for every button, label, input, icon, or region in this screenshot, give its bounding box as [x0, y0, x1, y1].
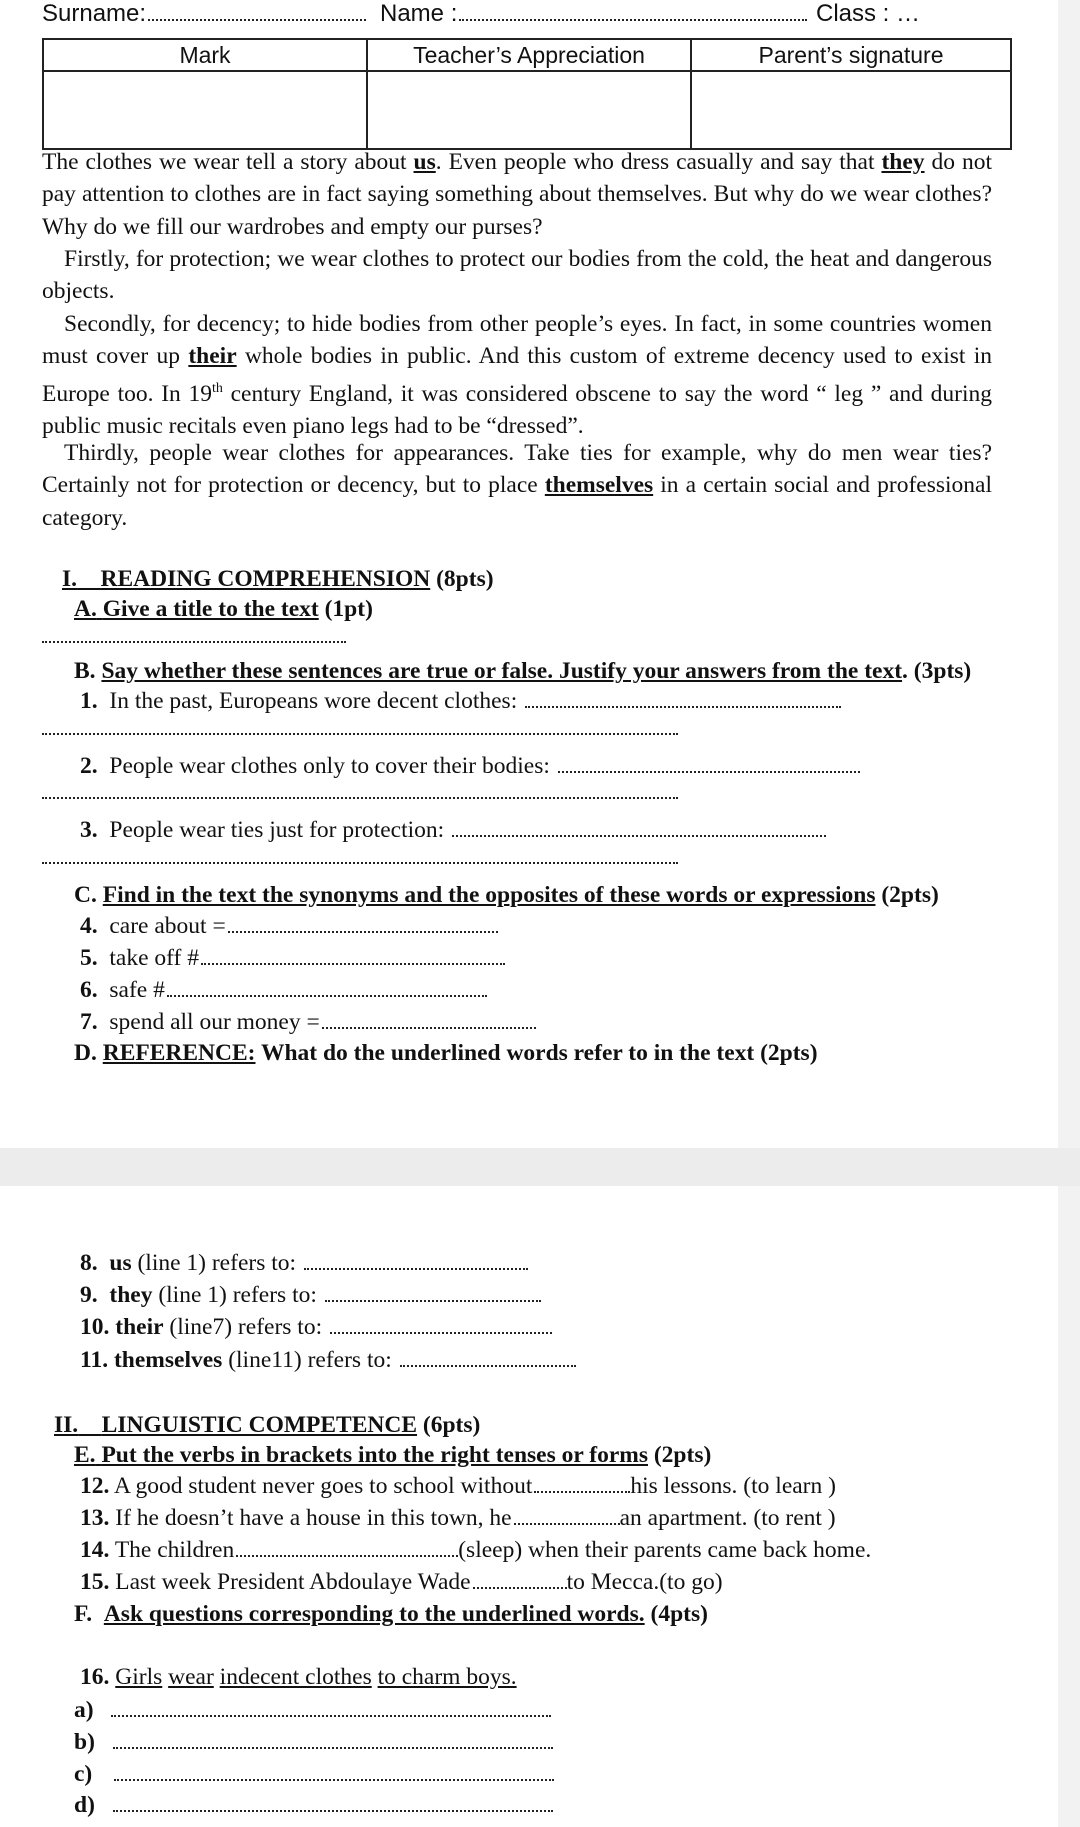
- section-2-heading: II. LINGUISTIC COMPETENCE (6pts): [54, 1412, 481, 1438]
- answer-11-line[interactable]: [400, 1365, 576, 1367]
- answer-b-line[interactable]: [113, 1747, 553, 1749]
- answer-6-line[interactable]: [167, 995, 487, 997]
- answer-c: c): [74, 1761, 554, 1788]
- underlined-themselves: themselves: [544, 472, 654, 499]
- item-8: 8. us (line 1) refers to:: [80, 1250, 528, 1277]
- item-3: 3. People wear ties just for protection:: [80, 817, 826, 844]
- passage-paragraph-2: Firstly, for protection; we wear clothes to protect our bodies from the cold, the heat and dangerous objects.: [42, 246, 992, 305]
- answer-2-line[interactable]: [558, 771, 860, 773]
- answer-d: d): [74, 1792, 553, 1819]
- justify-2-line[interactable]: [42, 786, 678, 804]
- answer-1-line[interactable]: [525, 706, 841, 708]
- item-7: 7. spend all our money =: [80, 1009, 536, 1036]
- class-label: Class : …: [816, 0, 921, 27]
- worksheet-page-2: [0, 1186, 1058, 1827]
- answer-9-line[interactable]: [325, 1300, 541, 1302]
- underlined-they: they: [881, 149, 925, 175]
- answer-b: b): [74, 1729, 553, 1756]
- marks-table: [42, 38, 1012, 150]
- item-6: 6. safe #: [80, 977, 487, 1004]
- item-14: 14. The children (sleep) when their parents came back home.: [80, 1537, 872, 1563]
- passage-paragraph-1: The clothes we wear tell a story about us. Even people who dress casually and say that they do not pay attention to clothes are in fact saying something about themselves. But why do we wear clothes? Why do we fill our wardrobes and empty our purses?: [42, 149, 992, 240]
- answer-3-line[interactable]: [452, 835, 826, 837]
- viewer-scroll-strip: [1058, 0, 1080, 1827]
- answer-15-line[interactable]: [473, 1587, 567, 1589]
- question-e-heading: E. Put the verbs in brackets into the right tenses or forms (2pts): [74, 1442, 712, 1468]
- item-4: 4. care about =: [80, 913, 498, 940]
- question-b-heading: B. Say whether these sentences are true or false. Justify your answers from the text. (3pts): [74, 658, 972, 684]
- question-f-heading: F. Ask questions corresponding to the underlined words. (4pts): [74, 1601, 708, 1627]
- parent-signature-header: Parent’s signature: [691, 39, 1011, 71]
- answer-8-line[interactable]: [304, 1268, 528, 1270]
- surname-field: [42, 0, 366, 28]
- answer-d-line[interactable]: [113, 1810, 553, 1812]
- answer-a-line[interactable]: [111, 1715, 551, 1717]
- item-10: 10. their (line7) refers to:: [80, 1314, 552, 1341]
- section-1-heading: I. READING COMPREHENSION (8pts): [62, 566, 494, 592]
- surname-label: Surname:: [42, 0, 147, 27]
- item-2: 2. People wear clothes only to cover their bodies:: [80, 753, 860, 780]
- item-5: 5. take off #: [80, 945, 505, 972]
- justify-3-line[interactable]: [42, 851, 678, 869]
- underlined-their: their: [188, 343, 237, 370]
- question-c-heading: C. Find in the text the synonyms and the opposites of these words or expressions (2pts): [74, 882, 939, 908]
- answer-c-line[interactable]: [114, 1779, 554, 1781]
- justify-1-line[interactable]: [42, 722, 678, 740]
- answer-5-line[interactable]: [201, 963, 505, 965]
- question-d-heading: D. REFERENCE: What do the underlined words refer to in the text (2pts): [74, 1040, 818, 1066]
- answer-12-line[interactable]: [534, 1491, 630, 1493]
- mark-header: Mark: [43, 39, 367, 71]
- answer-10-line[interactable]: [330, 1332, 552, 1334]
- item-16: 16. Girls wear indecent clothes to charm boys.: [80, 1664, 517, 1690]
- answer-a: a): [74, 1697, 551, 1724]
- teacher-appreciation-cell[interactable]: [367, 71, 691, 149]
- item-15: 15. Last week President Abdoulaye Wade to Mecca.(to go): [80, 1569, 723, 1595]
- question-a-heading: A. Give a title to the text (1pt): [74, 596, 373, 622]
- passage-paragraph-3: Secondly, for decency; to hide bodies from other people’s eyes. In fact, in some countries women must cover up their whole bodies in public. And this custom of extreme decency used to exist in Europe too. In 19th century England, it was considered obscene to say the word “ leg ” and during public music recitals even piano legs had to be “dressed”.: [42, 311, 992, 439]
- name-field: [380, 0, 807, 28]
- passage-paragraph-4: Thirdly, people wear clothes for appearances. Take ties for example, why do men wear ties? Certainly not for protection or decency, but to place themselves in a certain social and professional category.: [42, 440, 992, 531]
- item-9: 9. they (line 1) refers to:: [80, 1282, 541, 1309]
- item-1: 1. In the past, Europeans wore decent clothes:: [80, 688, 841, 715]
- item-13: 13. If he doesn’t have a house in this town, he an apartment. (to rent ): [80, 1505, 836, 1531]
- teacher-appreciation-header: Teacher’s Appreciation: [367, 39, 691, 71]
- underlined-us: us: [413, 149, 436, 175]
- page-gap: [0, 1148, 1080, 1186]
- parent-signature-cell[interactable]: [691, 71, 1011, 149]
- item-11: 11. themselves (line11) refers to:: [80, 1347, 576, 1374]
- answer-13-line[interactable]: [514, 1523, 620, 1525]
- name-label: Name :: [380, 0, 458, 27]
- answer-14-line[interactable]: [236, 1555, 458, 1557]
- title-answer-line[interactable]: [42, 630, 346, 648]
- class-field: [816, 0, 920, 28]
- answer-4-line[interactable]: [228, 931, 498, 933]
- mark-cell[interactable]: [43, 71, 367, 149]
- answer-7-line[interactable]: [322, 1027, 536, 1029]
- item-12: 12. A good student never goes to school without his lessons. (to learn ): [80, 1473, 836, 1499]
